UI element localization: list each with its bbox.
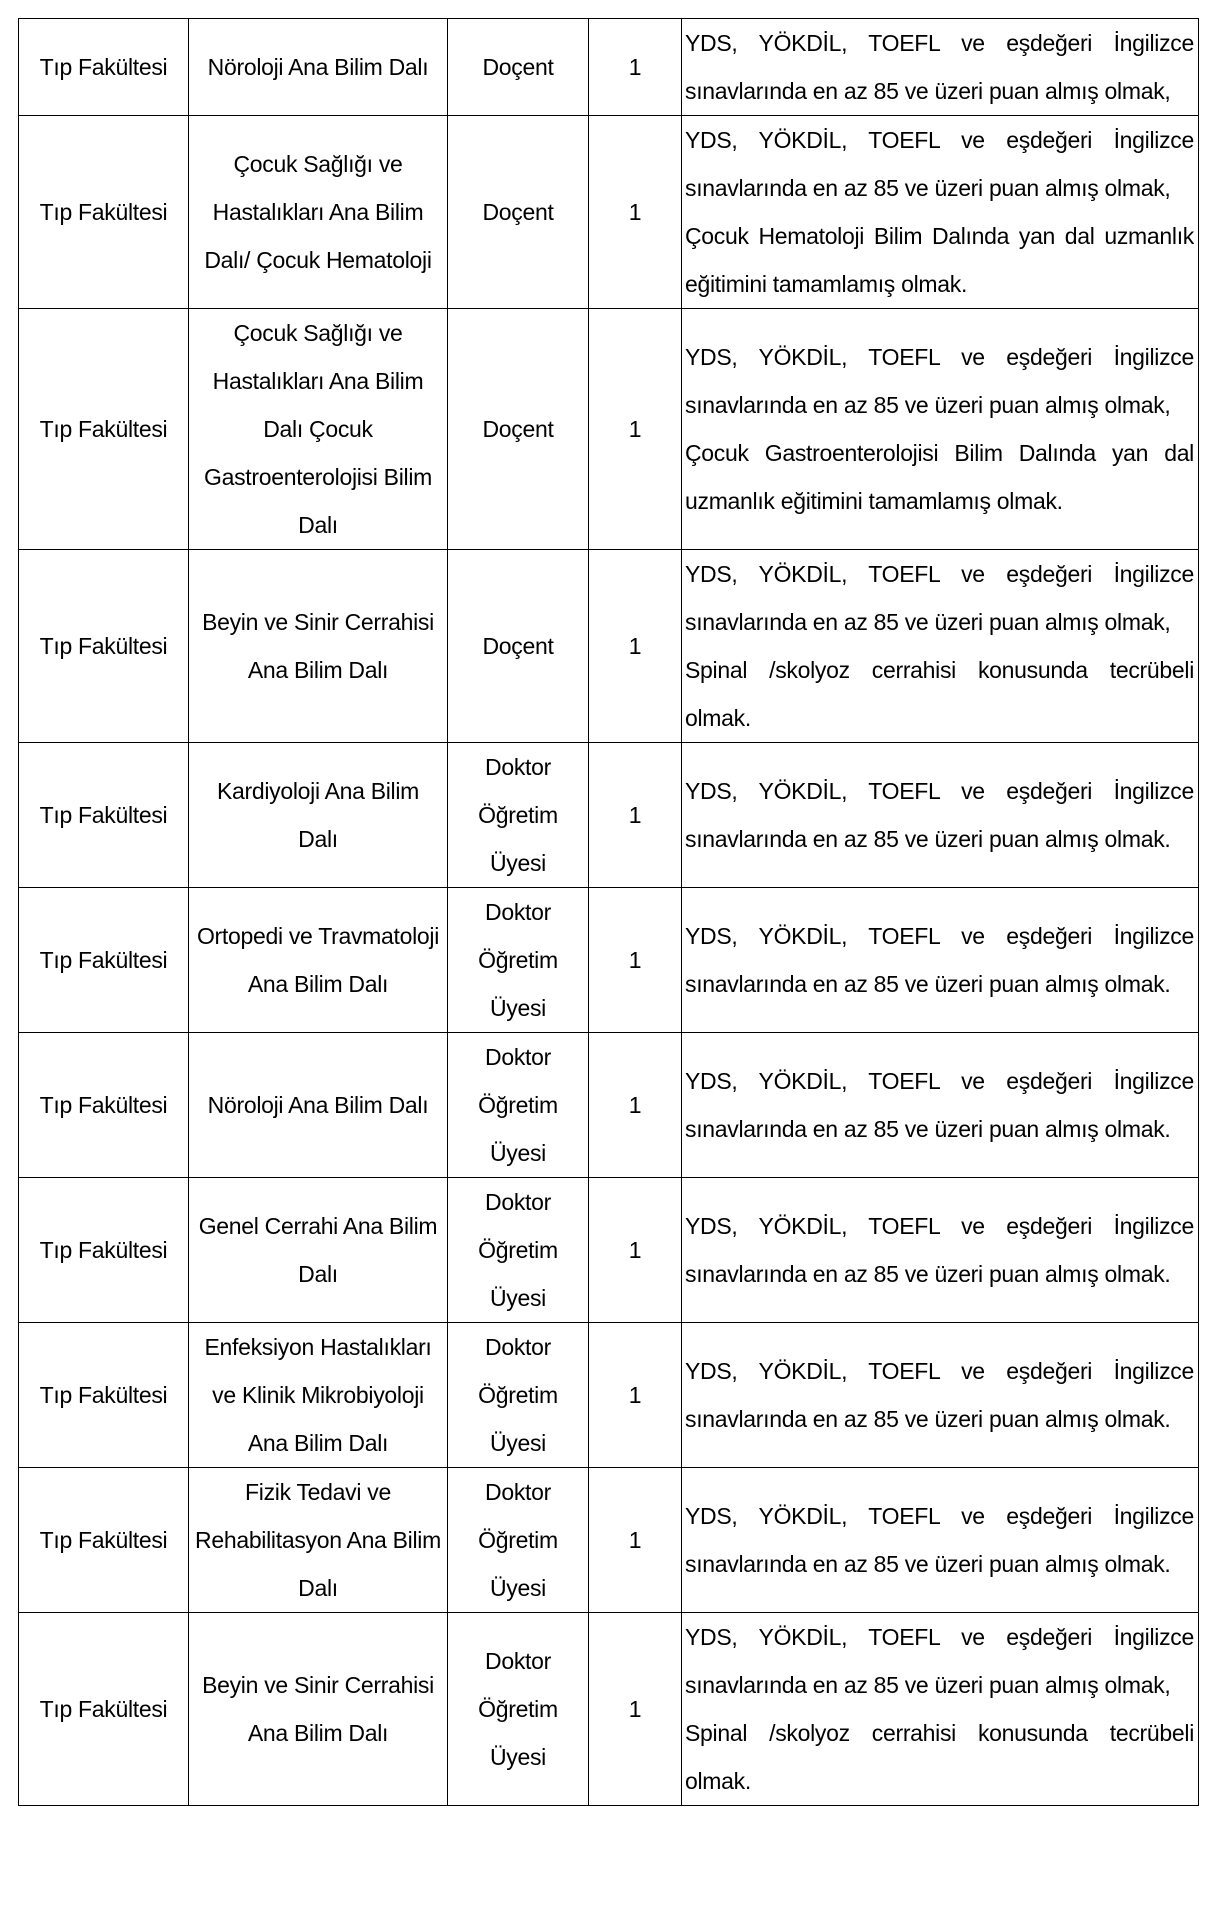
faculty-text: Tıp Fakültesi	[39, 416, 168, 442]
department-cell	[189, 1613, 448, 1806]
academic-title-cell	[448, 116, 589, 309]
position-count-cell	[589, 888, 682, 1033]
department-text-line: Nöroloji Ana Bilim Dalı	[207, 1092, 429, 1118]
requirement-text-line: YDS, YÖKDİL, TOEFL ve eşdeğeri İngilizce	[685, 778, 1194, 804]
department-cell	[189, 19, 448, 116]
faculty-cell	[19, 888, 189, 1033]
position-count-text: 1	[628, 416, 642, 442]
requirement-text-line: Çocuk Hematoloji Bilim Dalında yan dal uzmanlık	[685, 223, 1194, 249]
department-text-line: Rehabilitasyon Ana Bilim	[195, 1527, 441, 1553]
position-count-text: 1	[628, 1696, 642, 1722]
requirement-text-line: YDS, YÖKDİL, TOEFL ve eşdeğeri İngilizce	[685, 1068, 1194, 1094]
requirement-text-line: olmak.	[685, 705, 751, 731]
faculty-text: Tıp Fakültesi	[39, 802, 168, 828]
requirement-text-line: Spinal /skolyoz cerrahisi konusunda tecrübeli	[685, 657, 1194, 683]
position-count-cell	[589, 743, 682, 888]
position-count-text: 1	[628, 1382, 642, 1408]
requirement-text-line: sınavlarında en az 85 ve üzeri puan almış olmak.	[685, 826, 1171, 852]
department-text-line: Çocuk Sağlığı ve	[233, 320, 403, 346]
requirement-text-line: YDS, YÖKDİL, TOEFL ve eşdeğeri İngilizce	[685, 1213, 1194, 1239]
table-row	[19, 1033, 1199, 1178]
table-row	[19, 743, 1199, 888]
academic-title-cell	[448, 1613, 589, 1806]
department-text-line: Fizik Tedavi ve	[245, 1479, 391, 1505]
academic-title-text-line: Doktor	[485, 1189, 551, 1215]
academic-title-text-line: Doktor	[485, 1334, 551, 1360]
requirement-text-line: sınavlarında en az 85 ve üzeri puan almış olmak,	[685, 609, 1171, 635]
position-count-cell	[589, 1178, 682, 1323]
department-text-line: Enfeksiyon Hastalıkları	[204, 1334, 432, 1360]
requirement-text-line: sınavlarında en az 85 ve üzeri puan almış olmak.	[685, 1406, 1171, 1432]
table-row	[19, 1323, 1199, 1468]
academic-title-text-line: Öğretim	[478, 1382, 558, 1408]
academic-title-text-line: Öğretim	[478, 1092, 558, 1118]
department-text-line: ve Klinik Mikrobiyoloji	[212, 1382, 424, 1408]
requirement-text-line: YDS, YÖKDİL, TOEFL ve eşdeğeri İngilizce	[685, 923, 1194, 949]
academic-title-text-line: Öğretim	[478, 1527, 558, 1553]
department-text-line: Dalı Çocuk	[263, 416, 373, 442]
requirement-text-line: YDS, YÖKDİL, TOEFL ve eşdeğeri İngilizce	[685, 1503, 1194, 1529]
faculty-text: Tıp Fakültesi	[39, 1527, 168, 1553]
department-cell	[189, 743, 448, 888]
department-text-line: Ortopedi ve Travmatoloji	[196, 923, 440, 949]
department-text-line: Dalı	[298, 1575, 338, 1601]
academic-title-cell	[448, 743, 589, 888]
academic-positions-table	[18, 18, 1199, 1806]
requirements-cell	[682, 1033, 1199, 1178]
requirement-text-line: sınavlarında en az 85 ve üzeri puan almış olmak.	[685, 1551, 1171, 1577]
academic-title-text-line: Doçent	[482, 54, 554, 80]
department-text-line: Çocuk Sağlığı ve	[233, 151, 403, 177]
academic-title-text-line: Doktor	[485, 899, 551, 925]
faculty-cell	[19, 1468, 189, 1613]
academic-title-text-line: Üyesi	[489, 1140, 546, 1166]
department-text-line: Beyin ve Sinir Cerrahisi	[202, 609, 434, 635]
requirement-text-line: Çocuk Gastroenterolojisi Bilim Dalında yan dal	[685, 440, 1194, 466]
department-text-line: Gastroenterolojisi Bilim	[204, 464, 432, 490]
academic-title-text-line: Doçent	[482, 416, 554, 442]
academic-title-text-line: Öğretim	[478, 1237, 558, 1263]
faculty-cell	[19, 19, 189, 116]
department-text-line: Nöroloji Ana Bilim Dalı	[207, 54, 429, 80]
requirements-cell	[682, 19, 1199, 116]
academic-title-text-line: Üyesi	[489, 850, 546, 876]
requirement-text-line: sınavlarında en az 85 ve üzeri puan almış olmak.	[685, 1116, 1171, 1142]
department-text-line: Beyin ve Sinir Cerrahisi	[202, 1672, 434, 1698]
requirement-text-line: uzmanlık eğitimini tamamlamış olmak.	[685, 488, 1063, 514]
department-text-line: Ana Bilim Dalı	[247, 657, 389, 683]
faculty-text: Tıp Fakültesi	[39, 947, 168, 973]
requirement-text-line: YDS, YÖKDİL, TOEFL ve eşdeğeri İngilizce	[685, 30, 1194, 56]
table-row	[19, 1613, 1199, 1806]
department-text-line: Dalı	[298, 1261, 338, 1287]
faculty-text: Tıp Fakültesi	[39, 1092, 168, 1118]
department-cell	[189, 309, 448, 550]
faculty-cell	[19, 550, 189, 743]
academic-title-text-line: Öğretim	[478, 947, 558, 973]
faculty-text: Tıp Fakültesi	[39, 1696, 168, 1722]
requirement-text-line: YDS, YÖKDİL, TOEFL ve eşdeğeri İngilizce	[685, 344, 1194, 370]
position-count-cell	[589, 19, 682, 116]
position-count-text: 1	[628, 802, 642, 828]
faculty-text: Tıp Fakültesi	[39, 633, 168, 659]
position-count-cell	[589, 116, 682, 309]
department-text-line: Ana Bilim Dalı	[247, 1720, 389, 1746]
academic-title-cell	[448, 19, 589, 116]
faculty-cell	[19, 1613, 189, 1806]
position-count-cell	[589, 1468, 682, 1613]
requirements-cell	[682, 1178, 1199, 1323]
position-count-text: 1	[628, 199, 642, 225]
faculty-cell	[19, 309, 189, 550]
faculty-cell	[19, 743, 189, 888]
position-count-cell	[589, 309, 682, 550]
department-text-line: Dalı	[298, 512, 338, 538]
position-count-text: 1	[628, 633, 642, 659]
table-row	[19, 550, 1199, 743]
position-count-cell	[589, 550, 682, 743]
faculty-text: Tıp Fakültesi	[39, 54, 168, 80]
requirement-text-line: YDS, YÖKDİL, TOEFL ve eşdeğeri İngilizce	[685, 561, 1194, 587]
requirements-cell	[682, 1468, 1199, 1613]
requirement-text-line: Spinal /skolyoz cerrahisi konusunda tecrübeli	[685, 1720, 1194, 1746]
table-row	[19, 888, 1199, 1033]
academic-title-cell	[448, 1323, 589, 1468]
academic-title-cell	[448, 550, 589, 743]
academic-title-text-line: Üyesi	[489, 995, 546, 1021]
faculty-text: Tıp Fakültesi	[39, 1237, 168, 1263]
requirements-cell	[682, 309, 1199, 550]
academic-title-text-line: Doktor	[485, 1044, 551, 1070]
table-row	[19, 116, 1199, 309]
department-text-line: Hastalıkları Ana Bilim	[212, 368, 424, 394]
academic-title-text-line: Doçent	[482, 199, 554, 225]
position-count-text: 1	[628, 54, 642, 80]
requirement-text-line: eğitimini tamamlamış olmak.	[685, 271, 968, 297]
requirement-text-line: YDS, YÖKDİL, TOEFL ve eşdeğeri İngilizce	[685, 1358, 1194, 1384]
requirement-text-line: sınavlarında en az 85 ve üzeri puan almış olmak,	[685, 175, 1171, 201]
academic-title-text-line: Doktor	[485, 754, 551, 780]
department-cell	[189, 1468, 448, 1613]
faculty-cell	[19, 1323, 189, 1468]
academic-title-cell	[448, 1178, 589, 1323]
position-count-text: 1	[628, 1092, 642, 1118]
requirement-text-line: sınavlarında en az 85 ve üzeri puan almış olmak.	[685, 1261, 1171, 1287]
requirement-text-line: YDS, YÖKDİL, TOEFL ve eşdeğeri İngilizce	[685, 127, 1194, 153]
department-text-line: Kardiyoloji Ana Bilim Dalı	[216, 778, 420, 852]
table-row	[19, 309, 1199, 550]
requirements-cell	[682, 743, 1199, 888]
faculty-cell	[19, 1033, 189, 1178]
requirements-cell	[682, 1323, 1199, 1468]
requirements-cell	[682, 1613, 1199, 1806]
department-cell	[189, 1323, 448, 1468]
requirements-cell	[682, 116, 1199, 309]
department-text-line: Ana Bilim Dalı	[247, 971, 389, 997]
department-cell	[189, 1033, 448, 1178]
requirement-text-line: sınavlarında en az 85 ve üzeri puan almış olmak,	[685, 1672, 1171, 1698]
academic-title-cell	[448, 1033, 589, 1178]
position-count-text: 1	[628, 1237, 642, 1263]
requirement-text-line: olmak.	[685, 1768, 751, 1794]
academic-title-cell	[448, 309, 589, 550]
faculty-cell	[19, 116, 189, 309]
department-text-line: Genel Cerrahi Ana Bilim	[198, 1213, 438, 1239]
academic-title-text-line: Üyesi	[489, 1575, 546, 1601]
academic-title-text-line: Öğretim	[478, 802, 558, 828]
department-text-line: Dalı/ Çocuk Hematoloji	[204, 247, 432, 273]
faculty-text: Tıp Fakültesi	[39, 1382, 168, 1408]
table-row	[19, 1468, 1199, 1613]
position-count-text: 1	[628, 1527, 642, 1553]
position-count-cell	[589, 1613, 682, 1806]
position-table-page	[18, 18, 1198, 1806]
faculty-cell	[19, 1178, 189, 1323]
academic-title-text-line: Üyesi	[489, 1285, 546, 1311]
requirement-text-line: sınavlarında en az 85 ve üzeri puan almış olmak,	[685, 392, 1171, 418]
academic-title-text-line: Üyesi	[489, 1430, 546, 1456]
academic-title-text-line: Öğretim	[478, 1696, 558, 1722]
position-count-cell	[589, 1033, 682, 1178]
academic-title-text-line: Doktor	[485, 1479, 551, 1505]
requirement-text-line: sınavlarında en az 85 ve üzeri puan almış olmak.	[685, 971, 1171, 997]
department-cell	[189, 116, 448, 309]
requirement-text-line: YDS, YÖKDİL, TOEFL ve eşdeğeri İngilizce	[685, 1624, 1194, 1650]
department-cell	[189, 888, 448, 1033]
table-row	[19, 1178, 1199, 1323]
table-row	[19, 19, 1199, 116]
requirement-text-line: sınavlarında en az 85 ve üzeri puan almış olmak,	[685, 78, 1171, 104]
academic-title-text-line: Doktor	[485, 1648, 551, 1674]
requirements-cell	[682, 550, 1199, 743]
academic-title-text-line: Doçent	[482, 633, 554, 659]
department-cell	[189, 550, 448, 743]
academic-title-cell	[448, 1468, 589, 1613]
table-body	[19, 19, 1199, 1806]
requirements-cell	[682, 888, 1199, 1033]
faculty-text: Tıp Fakültesi	[39, 199, 168, 225]
department-text-line: Ana Bilim Dalı	[247, 1430, 389, 1456]
position-count-text: 1	[628, 947, 642, 973]
department-text-line: Hastalıkları Ana Bilim	[212, 199, 424, 225]
academic-title-text-line: Üyesi	[489, 1744, 546, 1770]
department-cell	[189, 1178, 448, 1323]
position-count-cell	[589, 1323, 682, 1468]
academic-title-cell	[448, 888, 589, 1033]
